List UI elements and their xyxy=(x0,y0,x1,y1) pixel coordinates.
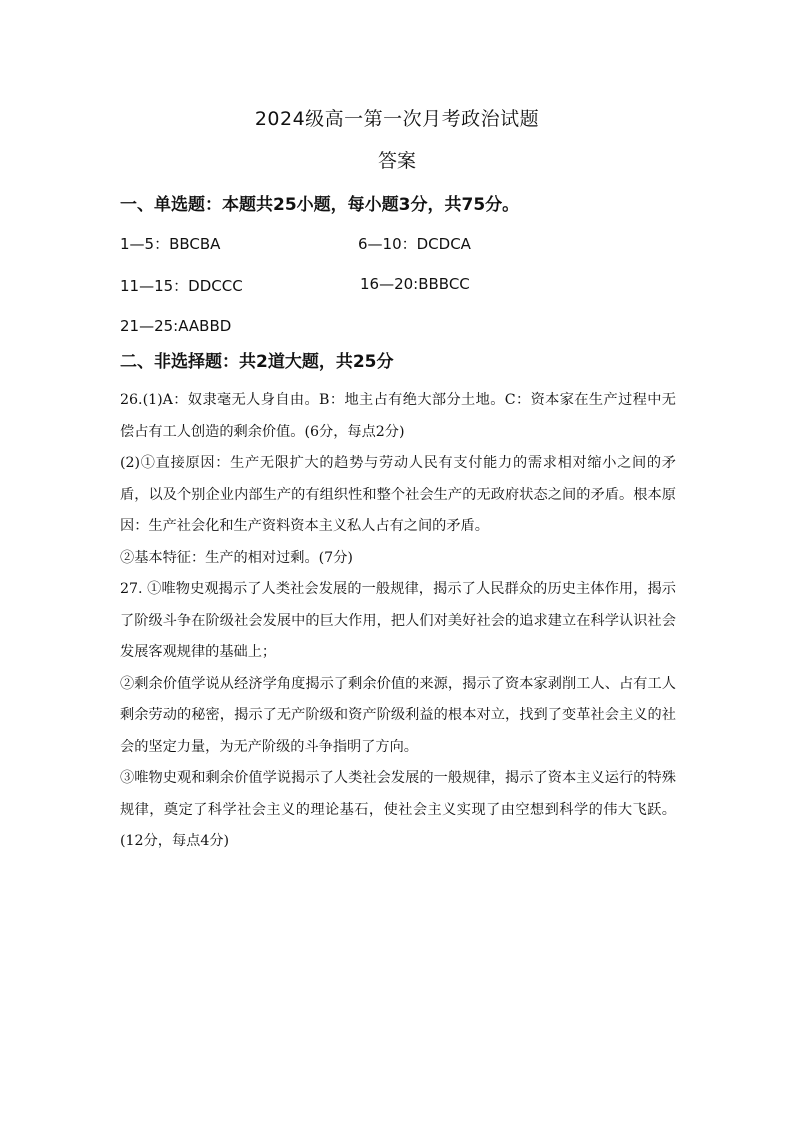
document-subtitle: 答案 xyxy=(377,150,416,172)
answer-range-16-20: 16—20:BBBCC xyxy=(360,275,470,293)
q27-point2: ②剩余价值学说从经济学角度揭示了剩余价值的来源，揭示了资本家剥削工人、占有工人剩余劳动的秘密，揭示了无产阶级和资产阶级利益的根本对立，找到了变革社会主义的社会的坚定力量，为无产阶级的斗争指明了方向。 xyxy=(120,675,676,755)
q26-part2: (2)①直接原因：生产无限扩大的趋势与劳动人民有支付能力的需求相对缩小之间的矛盾，以及个别企业内部生产的有组织性和整个社会生产的无政府状态之间的矛盾。根本原因：生产社会化和生产资料资本主义私人占有之间的矛盾。 xyxy=(120,455,676,534)
answer-range-1-5: 1—5：BBCBA xyxy=(120,235,221,253)
section-2-body xyxy=(120,385,676,858)
section-2-heading: 二、非选择题：共2道大题，共25分 xyxy=(120,352,394,372)
q26-part2-feature: ②基本特征：生产的相对过剩。(7分) xyxy=(120,549,353,566)
answer-range-6-10: 6—10：DCDCA xyxy=(358,235,471,253)
answer-range-21-25: 21—25:AABBD xyxy=(120,317,232,335)
q27-point3: ③唯物史观和剩余价值学说揭示了人类社会发展的一般规律，揭示了资本主义运行的特殊规律，奠定了科学社会主义的理论基石，使社会主义实现了由空想到科学的伟大飞跃。(12分，每点4分) xyxy=(120,770,676,849)
q26-part1: 26.(1)A：奴隶毫无人身自由。B：地主占有绝大部分土地。C：资本家在生产过程中无偿占有工人创造的剩余价值。(6分，每点2分) xyxy=(120,392,676,440)
section-1-heading: 一、单选题：本题共25小题，每小题3分，共75分。 xyxy=(120,195,520,215)
q27-point1: 27. ①唯物史观揭示了人类社会发展的一般规律，揭示了人民群众的历史主体作用，揭示了阶级斗争在阶级社会发展中的巨大作用，把人们对美好社会的追求建立在科学认识社会发展客观规律的基础上； xyxy=(120,581,676,660)
answer-range-11-15: 11—15：DDCCC xyxy=(120,277,243,295)
document-title: 2024级高一第一次月考政治试题 xyxy=(254,108,540,130)
